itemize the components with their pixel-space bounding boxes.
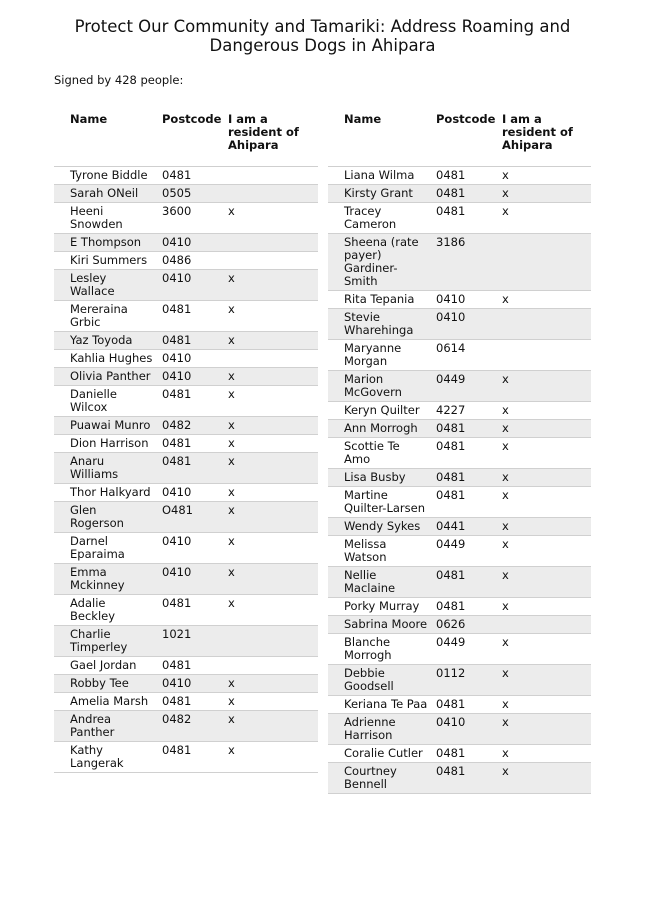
table-row: [54, 435, 318, 453]
signer-resident-mark: x: [498, 469, 591, 487]
signer-postcode: 0481: [432, 469, 498, 487]
table-row: [54, 185, 318, 203]
signer-resident-mark: [224, 167, 318, 185]
table-row: [54, 203, 318, 234]
signer-name: E Thompson: [54, 234, 158, 252]
signer-postcode: 0482: [158, 417, 224, 435]
signer-name: Tyrone Biddle: [54, 167, 158, 185]
table-row: [328, 167, 591, 185]
signer-name: Stevie Wharehinga: [328, 309, 432, 340]
signer-name: Lesley Wallace: [54, 270, 158, 301]
signer-resident-mark: x: [498, 420, 591, 438]
table-row: [54, 417, 318, 435]
column-header-resident: I am a resident of Ahipara: [224, 110, 318, 167]
signer-resident-mark: x: [224, 502, 318, 533]
signer-resident-mark: x: [224, 564, 318, 595]
signer-name: Blanche Morrogh: [328, 634, 432, 665]
signer-name: Kahlia Hughes: [54, 350, 158, 368]
signer-resident-mark: x: [498, 696, 591, 714]
signer-postcode: 0449: [432, 634, 498, 665]
table-row: [328, 536, 591, 567]
signer-postcode: 0481: [432, 203, 498, 234]
page-title: Protect Our Community and Tamariki: Address Roaming and Dangerous Dogs in Ahipara: [74, 17, 571, 55]
signer-name: Dion Harrison: [54, 435, 158, 453]
table-row: [54, 484, 318, 502]
signer-name: Marion McGovern: [328, 371, 432, 402]
signer-resident-mark: [498, 309, 591, 340]
signer-postcode: 0481: [432, 167, 498, 185]
table-row: [54, 368, 318, 386]
table-row: [54, 386, 318, 417]
signer-resident-mark: x: [498, 536, 591, 567]
table-header-row: [328, 110, 591, 167]
signer-name: Robby Tee: [54, 675, 158, 693]
table-row: [328, 309, 591, 340]
signer-name: Sabrina Moore: [328, 616, 432, 634]
table-row: [328, 438, 591, 469]
table-row: [328, 714, 591, 745]
signer-name: Charlie Timperley: [54, 626, 158, 657]
signer-name: Lisa Busby: [328, 469, 432, 487]
signer-name: Courtney Bennell: [328, 763, 432, 794]
signer-postcode: 0481: [432, 487, 498, 518]
table-row: [328, 234, 591, 291]
table-row: [54, 350, 318, 368]
signer-resident-mark: x: [498, 167, 591, 185]
signer-postcode: 0481: [432, 763, 498, 794]
signer-postcode: 0410: [158, 675, 224, 693]
signer-postcode: 0410: [432, 309, 498, 340]
table-row: [54, 167, 318, 185]
signer-name: Anaru Williams: [54, 453, 158, 484]
signer-name: Liana Wilma: [328, 167, 432, 185]
signer-resident-mark: x: [498, 745, 591, 763]
table-row: [54, 453, 318, 484]
signer-postcode: 3600: [158, 203, 224, 234]
signer-name: Adalie Beckley: [54, 595, 158, 626]
signer-postcode: 0481: [432, 745, 498, 763]
signer-postcode: 0410: [158, 484, 224, 502]
signer-resident-mark: x: [498, 291, 591, 309]
signer-postcode: 0410: [158, 564, 224, 595]
signer-postcode: 0481: [158, 332, 224, 350]
signatures-table-right: [328, 110, 591, 794]
table-row: [54, 502, 318, 533]
table-row: [328, 420, 591, 438]
column-header-resident: I am a resident of Ahipara: [498, 110, 591, 167]
signer-name: Kiri Summers: [54, 252, 158, 270]
column-header-name: Name: [54, 110, 158, 167]
signer-resident-mark: [224, 185, 318, 203]
signer-resident-mark: x: [224, 368, 318, 386]
signer-name: Heeni Snowden: [54, 203, 158, 234]
signer-name: Rita Tepania: [328, 291, 432, 309]
table-row: [54, 533, 318, 564]
signer-resident-mark: [224, 657, 318, 675]
table-row: [54, 301, 318, 332]
signer-resident-mark: x: [498, 714, 591, 745]
signer-name: Maryanne Morgan: [328, 340, 432, 371]
signer-postcode: 0481: [158, 435, 224, 453]
signer-name: Gael Jordan: [54, 657, 158, 675]
table-row: [328, 371, 591, 402]
signer-postcode: 0614: [432, 340, 498, 371]
signer-resident-mark: x: [224, 595, 318, 626]
signer-postcode: 3186: [432, 234, 498, 291]
signer-postcode: 0481: [158, 453, 224, 484]
column-header-postcode: Postcode: [432, 110, 498, 167]
table-row: [328, 291, 591, 309]
table-row: [54, 626, 318, 657]
signer-resident-mark: x: [498, 518, 591, 536]
signer-resident-mark: x: [498, 567, 591, 598]
table-row: [328, 696, 591, 714]
table-row: [328, 745, 591, 763]
signer-name: Melissa Watson: [328, 536, 432, 567]
signer-resident-mark: x: [498, 438, 591, 469]
signer-resident-mark: x: [224, 301, 318, 332]
signer-resident-mark: x: [224, 693, 318, 711]
table-row: [328, 763, 591, 794]
table-row: [54, 332, 318, 350]
signature-count: Signed by 428 people:: [54, 73, 184, 87]
signer-postcode: 0449: [432, 371, 498, 402]
signer-resident-mark: x: [224, 270, 318, 301]
signer-name: Mereraina Grbic: [54, 301, 158, 332]
table-row: [328, 598, 591, 616]
signer-resident-mark: x: [498, 185, 591, 203]
signer-postcode: 0481: [158, 742, 224, 773]
signer-postcode: 0410: [158, 270, 224, 301]
signer-postcode: 0486: [158, 252, 224, 270]
table-row: [328, 518, 591, 536]
signer-name: Yaz Toyoda: [54, 332, 158, 350]
table-row: [328, 203, 591, 234]
signer-postcode: 0410: [432, 291, 498, 309]
table-row: [328, 616, 591, 634]
signer-name: Ann Morrogh: [328, 420, 432, 438]
table-row: [328, 665, 591, 696]
signer-resident-mark: x: [224, 386, 318, 417]
signer-postcode: 0410: [158, 368, 224, 386]
table-row: [54, 742, 318, 773]
table-row: [328, 634, 591, 665]
signer-postcode: 0112: [432, 665, 498, 696]
signer-postcode: 0441: [432, 518, 498, 536]
column-header-name: Name: [328, 110, 432, 167]
signer-resident-mark: x: [498, 203, 591, 234]
table-row: [328, 402, 591, 420]
signer-postcode: 0481: [432, 420, 498, 438]
signer-name: Puawai Munro: [54, 417, 158, 435]
signer-name: Debbie Goodsell: [328, 665, 432, 696]
signer-name: Kathy Langerak: [54, 742, 158, 773]
signer-name: Amelia Marsh: [54, 693, 158, 711]
signer-name: Nellie Maclaine: [328, 567, 432, 598]
signer-postcode: 0481: [432, 567, 498, 598]
table-row: [328, 185, 591, 203]
signer-name: Coralie Cutler: [328, 745, 432, 763]
signer-resident-mark: x: [498, 371, 591, 402]
signer-resident-mark: x: [498, 402, 591, 420]
signer-resident-mark: x: [224, 711, 318, 742]
signer-name: Andrea Panther: [54, 711, 158, 742]
signer-resident-mark: x: [224, 435, 318, 453]
signer-name: Sarah ONeil: [54, 185, 158, 203]
signer-name: Tracey Cameron: [328, 203, 432, 234]
signer-name: Keriana Te Paa: [328, 696, 432, 714]
signer-postcode: 0481: [158, 386, 224, 417]
signer-name: Wendy Sykes: [328, 518, 432, 536]
signer-postcode: 0410: [158, 350, 224, 368]
signer-name: Thor Halkyard: [54, 484, 158, 502]
signer-name: Adrienne Harrison: [328, 714, 432, 745]
column-header-postcode: Postcode: [158, 110, 224, 167]
signer-resident-mark: x: [498, 634, 591, 665]
signer-name: Kirsty Grant: [328, 185, 432, 203]
signer-postcode: 0481: [158, 301, 224, 332]
table-row: [54, 252, 318, 270]
signer-postcode: O481: [158, 502, 224, 533]
signer-postcode: 0505: [158, 185, 224, 203]
signer-resident-mark: x: [224, 484, 318, 502]
table-row: [54, 234, 318, 252]
table-row: [54, 693, 318, 711]
signer-postcode: 0626: [432, 616, 498, 634]
signer-resident-mark: x: [224, 533, 318, 564]
signer-resident-mark: x: [498, 763, 591, 794]
signer-resident-mark: [498, 234, 591, 291]
table-row: [54, 270, 318, 301]
table-row: [54, 675, 318, 693]
signer-name: Glen Rogerson: [54, 502, 158, 533]
signer-postcode: 0481: [432, 696, 498, 714]
signer-postcode: 0410: [158, 234, 224, 252]
signer-postcode: 0482: [158, 711, 224, 742]
table-row: [54, 595, 318, 626]
table-row: [328, 340, 591, 371]
signer-postcode: 0481: [158, 167, 224, 185]
signer-postcode: 0449: [432, 536, 498, 567]
signer-postcode: 4227: [432, 402, 498, 420]
signer-resident-mark: x: [224, 742, 318, 773]
signer-postcode: 0481: [158, 595, 224, 626]
signer-postcode: 0410: [432, 714, 498, 745]
signer-resident-mark: [224, 252, 318, 270]
signer-name: Emma Mckinney: [54, 564, 158, 595]
signer-resident-mark: x: [498, 487, 591, 518]
table-row: [328, 469, 591, 487]
signer-name: Keryn Quilter: [328, 402, 432, 420]
signer-postcode: 0410: [158, 533, 224, 564]
signer-postcode: 0481: [158, 693, 224, 711]
signer-postcode: 0481: [158, 657, 224, 675]
table-row: [54, 711, 318, 742]
signer-name: Olivia Panther: [54, 368, 158, 386]
table-row: [54, 657, 318, 675]
table-row: [328, 567, 591, 598]
signer-name: Martine Quilter-Larsen: [328, 487, 432, 518]
signer-name: Scottie Te Amo: [328, 438, 432, 469]
signer-resident-mark: [224, 350, 318, 368]
table-row: [328, 487, 591, 518]
signer-name: Darnel Eparaima: [54, 533, 158, 564]
signer-name: Sheena (rate payer) Gardiner-Smith: [328, 234, 432, 291]
signer-postcode: 0481: [432, 438, 498, 469]
signer-name: Porky Murray: [328, 598, 432, 616]
signer-resident-mark: x: [224, 417, 318, 435]
signer-resident-mark: x: [224, 332, 318, 350]
signatures-table-left: [54, 110, 318, 773]
table-header-row: [54, 110, 318, 167]
signer-resident-mark: [224, 626, 318, 657]
signer-resident-mark: x: [498, 665, 591, 696]
signer-resident-mark: x: [224, 675, 318, 693]
signer-postcode: 0481: [432, 598, 498, 616]
signer-postcode: 0481: [432, 185, 498, 203]
signer-resident-mark: [498, 616, 591, 634]
signer-resident-mark: [224, 234, 318, 252]
signer-resident-mark: x: [498, 598, 591, 616]
signer-postcode: 1021: [158, 626, 224, 657]
signer-resident-mark: x: [224, 453, 318, 484]
signer-resident-mark: x: [224, 203, 318, 234]
signer-resident-mark: [498, 340, 591, 371]
signer-name: Danielle Wilcox: [54, 386, 158, 417]
table-row: [54, 564, 318, 595]
